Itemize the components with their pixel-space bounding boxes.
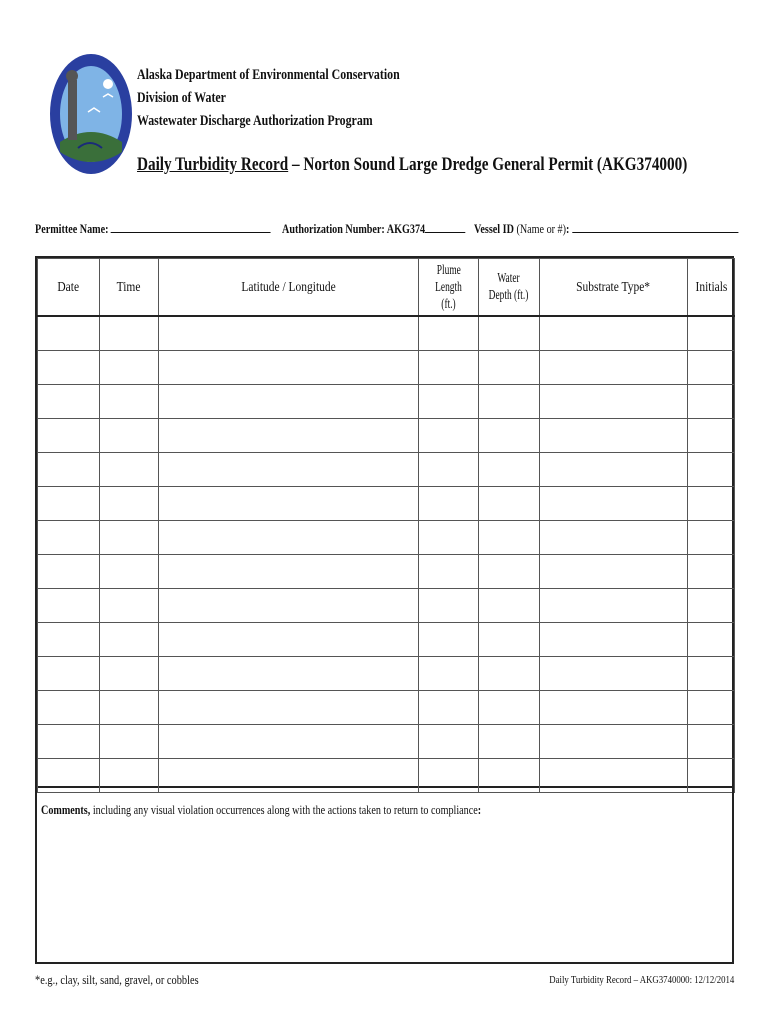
cell-plume-length[interactable]	[419, 725, 479, 759]
cell-plume-length[interactable]	[419, 521, 479, 555]
cell-latitude-longitude[interactable]	[159, 691, 419, 725]
cell-substrate-type[interactable]	[540, 316, 688, 351]
cell-water-depth[interactable]	[479, 385, 540, 419]
permittee-name-label: Permittee Name:	[35, 221, 109, 236]
cell-date[interactable]	[38, 691, 100, 725]
cell-water-depth[interactable]	[479, 351, 540, 385]
program-name: Wastewater Discharge Authorization Program	[137, 113, 373, 129]
cell-substrate-type[interactable]	[540, 691, 688, 725]
cell-time[interactable]	[100, 316, 159, 351]
header-plume-length: Plume Length (ft.)	[419, 259, 479, 317]
cell-substrate-type[interactable]	[540, 589, 688, 623]
cell-time[interactable]	[100, 657, 159, 691]
cell-initials[interactable]	[688, 691, 735, 725]
cell-latitude-longitude[interactable]	[159, 453, 419, 487]
cell-water-depth[interactable]	[479, 555, 540, 589]
header-latitude-longitude: Latitude / Longitude	[159, 259, 419, 317]
cell-time[interactable]	[100, 555, 159, 589]
cell-substrate-type[interactable]	[540, 419, 688, 453]
cell-initials[interactable]	[688, 521, 735, 555]
cell-latitude-longitude[interactable]	[159, 555, 419, 589]
header-water-depth: Water Depth (ft.)	[479, 259, 540, 317]
cell-date[interactable]	[38, 487, 100, 521]
cell-plume-length[interactable]	[419, 487, 479, 521]
cell-initials[interactable]	[688, 555, 735, 589]
cell-initials[interactable]	[688, 453, 735, 487]
cell-latitude-longitude[interactable]	[159, 657, 419, 691]
cell-plume-length[interactable]	[419, 555, 479, 589]
cell-time[interactable]	[100, 351, 159, 385]
title-underlined: Daily Turbidity Record	[137, 154, 289, 175]
cell-date[interactable]	[38, 351, 100, 385]
cell-latitude-longitude[interactable]	[159, 725, 419, 759]
cell-time[interactable]	[100, 521, 159, 555]
cell-initials[interactable]	[688, 419, 735, 453]
cell-time[interactable]	[100, 385, 159, 419]
cell-substrate-type[interactable]	[540, 453, 688, 487]
page-title	[137, 154, 687, 176]
cell-substrate-type[interactable]	[540, 351, 688, 385]
table-row	[38, 453, 735, 487]
cell-date[interactable]	[38, 657, 100, 691]
table-row	[38, 623, 735, 657]
cell-water-depth[interactable]	[479, 657, 540, 691]
cell-initials[interactable]	[688, 623, 735, 657]
cell-date[interactable]	[38, 453, 100, 487]
cell-plume-length[interactable]	[419, 691, 479, 725]
state-of-alaska-seal	[48, 52, 134, 176]
cell-substrate-type[interactable]	[540, 521, 688, 555]
table-row	[38, 555, 735, 589]
table-row	[38, 316, 735, 351]
vessel-id-colon: :	[566, 221, 570, 236]
table-row	[38, 691, 735, 725]
cell-date[interactable]	[38, 521, 100, 555]
cell-time[interactable]	[100, 725, 159, 759]
cell-time[interactable]	[100, 419, 159, 453]
comments-label: Comments, including any visual violation occurrences along with the actions taken to return to compliance:	[41, 802, 482, 817]
cell-water-depth[interactable]	[479, 419, 540, 453]
substrate-footnote: *e.g., clay, silt, sand, gravel, or cobbles	[35, 972, 199, 987]
cell-plume-length[interactable]	[419, 623, 479, 657]
cell-initials[interactable]	[688, 385, 735, 419]
header-time: Time	[100, 259, 159, 317]
permittee-name-field[interactable]	[35, 220, 271, 237]
cell-latitude-longitude[interactable]	[159, 385, 419, 419]
vessel-id-field[interactable]	[474, 220, 738, 237]
comments-box[interactable]	[35, 788, 734, 964]
cell-initials[interactable]	[688, 351, 735, 385]
table-row	[38, 657, 735, 691]
document-id: Daily Turbidity Record – AKG3740000: 12/12/2014	[548, 974, 734, 986]
header-initials: Initials	[688, 259, 735, 317]
cell-plume-length[interactable]	[419, 419, 479, 453]
cell-initials[interactable]	[688, 725, 735, 759]
agency-block	[137, 64, 400, 133]
cell-water-depth[interactable]	[479, 623, 540, 657]
cell-water-depth[interactable]	[479, 521, 540, 555]
cell-time[interactable]	[100, 691, 159, 725]
cell-water-depth[interactable]	[479, 453, 540, 487]
cell-water-depth[interactable]	[479, 725, 540, 759]
cell-water-depth[interactable]	[479, 691, 540, 725]
cell-water-depth[interactable]	[479, 589, 540, 623]
header-date: Date	[38, 259, 100, 317]
table-row	[38, 419, 735, 453]
cell-date[interactable]	[38, 623, 100, 657]
cell-time[interactable]	[100, 453, 159, 487]
cell-latitude-longitude[interactable]	[159, 419, 419, 453]
table-row	[38, 351, 735, 385]
table-row	[38, 487, 735, 521]
cell-initials[interactable]	[688, 657, 735, 691]
cell-plume-length[interactable]	[419, 351, 479, 385]
cell-latitude-longitude[interactable]	[159, 351, 419, 385]
cell-substrate-type[interactable]	[540, 555, 688, 589]
cell-plume-length[interactable]	[419, 589, 479, 623]
cell-initials[interactable]	[688, 316, 735, 351]
table-header-row	[38, 259, 735, 317]
table-row	[38, 725, 735, 759]
cell-plume-length[interactable]	[419, 385, 479, 419]
cell-date[interactable]	[38, 385, 100, 419]
cell-time[interactable]	[100, 623, 159, 657]
permittee-name-blank[interactable]	[111, 220, 271, 233]
cell-water-depth[interactable]	[479, 316, 540, 351]
cell-initials[interactable]	[688, 589, 735, 623]
cell-date[interactable]	[38, 419, 100, 453]
cell-plume-length[interactable]	[419, 453, 479, 487]
cell-substrate-type[interactable]	[540, 385, 688, 419]
cell-latitude-longitude[interactable]	[159, 316, 419, 351]
authorization-number-label: Authorization Number: AKG374	[282, 221, 426, 236]
agency-name: Alaska Department of Environmental Conservation	[137, 67, 400, 83]
cell-water-depth[interactable]	[479, 487, 540, 521]
title-rest: – Norton Sound Large Dredge General Permit (AKG374000)	[288, 154, 688, 175]
cell-substrate-type[interactable]	[540, 623, 688, 657]
table-row	[38, 589, 735, 623]
cell-latitude-longitude[interactable]	[159, 487, 419, 521]
table-row	[38, 521, 735, 555]
vessel-id-blank[interactable]	[572, 220, 738, 233]
authorization-number-field[interactable]	[282, 220, 466, 237]
cell-latitude-longitude[interactable]	[159, 589, 419, 623]
table-row	[38, 385, 735, 419]
authorization-number-blank[interactable]	[425, 220, 466, 233]
division-name: Division of Water	[137, 90, 226, 106]
cell-substrate-type[interactable]	[540, 657, 688, 691]
cell-latitude-longitude[interactable]	[159, 521, 419, 555]
vessel-id-label: Vessel ID	[474, 221, 514, 236]
header-substrate-type: Substrate Type*	[540, 259, 688, 317]
cell-time[interactable]	[100, 487, 159, 521]
cell-date[interactable]	[38, 725, 100, 759]
cell-latitude-longitude[interactable]	[159, 623, 419, 657]
turbidity-record-table	[35, 256, 734, 788]
cell-date[interactable]	[38, 555, 100, 589]
cell-date[interactable]	[38, 316, 100, 351]
cell-plume-length[interactable]	[419, 316, 479, 351]
cell-initials[interactable]	[688, 487, 735, 521]
cell-plume-length[interactable]	[419, 657, 479, 691]
cell-substrate-type[interactable]	[540, 487, 688, 521]
cell-substrate-type[interactable]	[540, 725, 688, 759]
vessel-id-hint: (Name or #)	[516, 221, 567, 236]
cell-date[interactable]	[38, 589, 100, 623]
cell-time[interactable]	[100, 589, 159, 623]
